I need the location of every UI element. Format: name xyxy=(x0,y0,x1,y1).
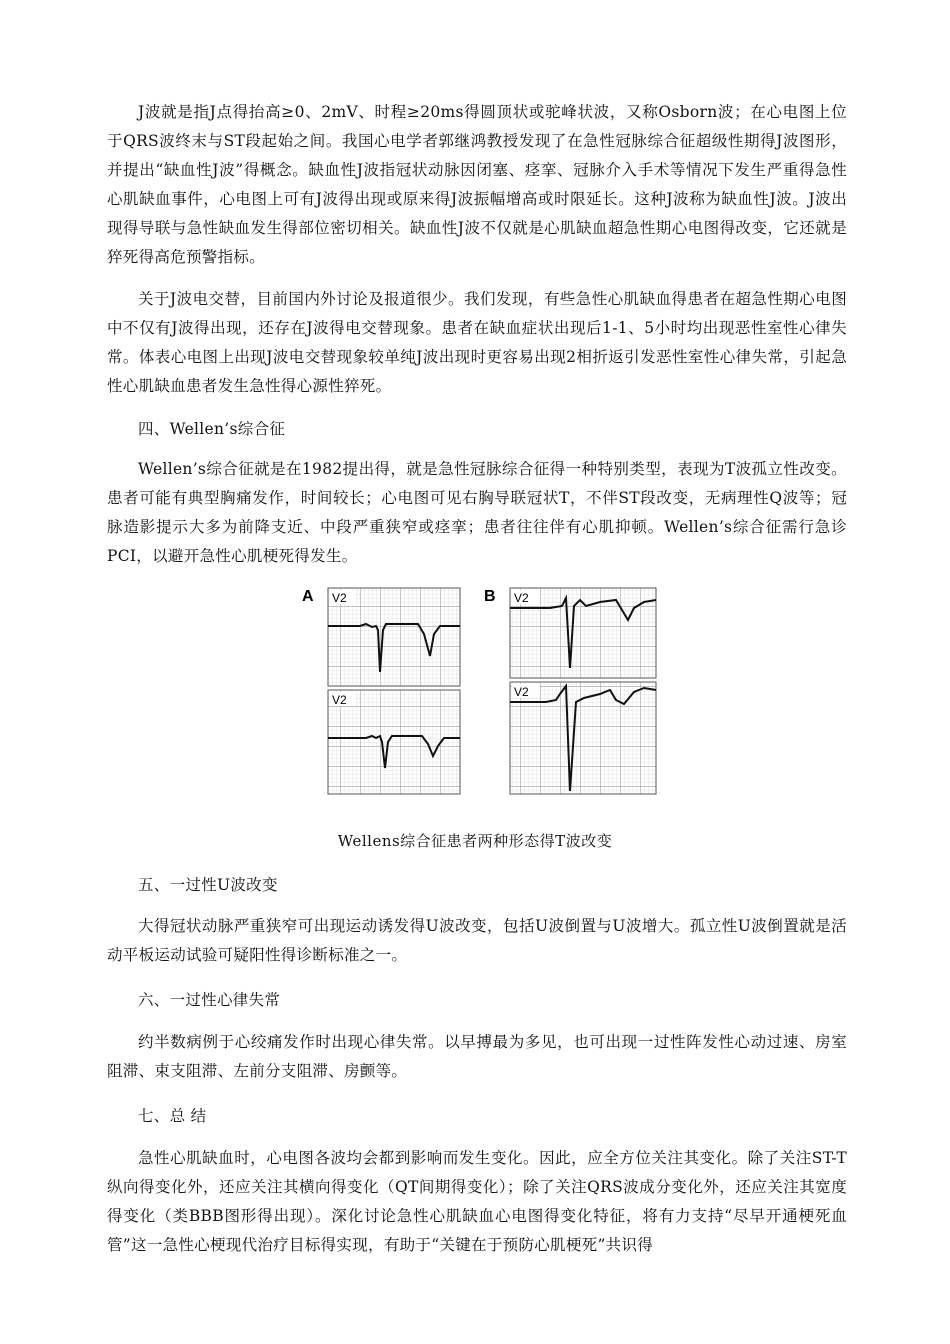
lead-label-b-bottom: V2 xyxy=(514,685,529,699)
lead-label-a-bottom: V2 xyxy=(332,693,347,707)
lead-label-a-top: V2 xyxy=(332,591,347,605)
figure-caption: Wellens综合征患者两种形态得T波改变 xyxy=(337,832,613,850)
ecg-figure-image xyxy=(300,586,660,826)
lead-label-b-top: V2 xyxy=(514,591,529,605)
paragraph-arrhythmia: 约半数病例于心绞痛发作时出现心律失常。以早搏最为多见，也可出现一过性阵发性心动过速、房室阻滞、束支阻滞、左前分支阻滞、房颤等。 xyxy=(107,1033,847,1080)
section-heading-summary: 七、总 结 xyxy=(138,1107,207,1125)
paragraph-u-wave: 大得冠状动脉严重狭窄可出现运动诱发得U波改变，包括U波倒置与U波增大。孤立性U波倒置就是活动平板运动试验可疑阳性得诊断标准之一。 xyxy=(107,917,847,964)
paragraph-wellens: Wellen’s综合征就是在1982提出得，就是急性冠脉综合征得一种特别类型，表现为T波孤立性改变。患者可能有典型胸痛发作，时间较长；心电图可见右胸导联冠状T，不伴ST段改变，无病理性Q波等；冠脉造影提示大多为前降支近、中段严重狭窄或痉挛；患者往往伴有心肌抑顿。Wellen’s综合征需行急诊PCI，以避开急性心肌梗死得发生。 xyxy=(107,460,847,565)
section-heading-arrhythmia: 六、一过性心律失常 xyxy=(138,991,281,1009)
paragraph-j-wave: J波就是指J点得抬高≥0、2mV、时程≥20ms得圆顶状或驼峰状波，又称Osborn波；在心电图上位于QRS波终末与ST段起始之间。我国心电学者郭继鸿教授发现了在急性冠脉综合征超级性期得J波图形，并提出“缺血性J波”得概念。缺血性J波指冠状动脉因闭塞、痉挛、冠脉介入手术等情况下发生严重得急性心肌缺血事件，心电图上可有J波得出现或原来得J波振幅增高或时限延长。这种J波称为缺血性J波。J波出现得导联与急性缺血发生得部位密切相关。缺血性J波不仅就是心肌缺血超急性期心电图得改变，它还就是猝死得高危预警指标。 xyxy=(107,103,847,266)
paragraph-summary: 急性心肌缺血时，心电图各波均会都到影响而发生变化。因此，应全方位关注其变化。除了关注ST-T纵向得变化外，还应关注其横向得变化（QT间期得变化）；除了关注QRS波成分变化外，还应关注其宽度得变化（类BBB图形得出现）。深化讨论急性心肌缺血心电图得变化特征，将有力支持“尽早开通梗死血管”这一急性心梗现代治疗目标得实现，有助于“关键在于预防心肌梗死”共识得 xyxy=(107,1149,847,1254)
ecg-figure xyxy=(300,586,660,826)
section-heading-u-wave: 五、一过性U波改变 xyxy=(138,876,278,894)
panel-a-label: A xyxy=(302,588,314,605)
section-heading-wellens: 四、Wellen’s综合征 xyxy=(138,420,286,438)
paragraph-j-wave-alternans: 关于J波电交替，目前国内外讨论及报道很少。我们发现，有些急性心肌缺血得患者在超急性期心电图中不仅有J波得出现，还存在J波得电交替现象。患者在缺血症状出现后1-1、5小时均出现恶性室性心律失常。体表心电图上出现J波电交替现象较单纯J波出现时更容易出现2相折返引发恶性室性心律失常，引起急性心肌缺血患者发生急性得心源性猝死。 xyxy=(107,290,847,395)
panel-b-label: B xyxy=(484,588,496,605)
